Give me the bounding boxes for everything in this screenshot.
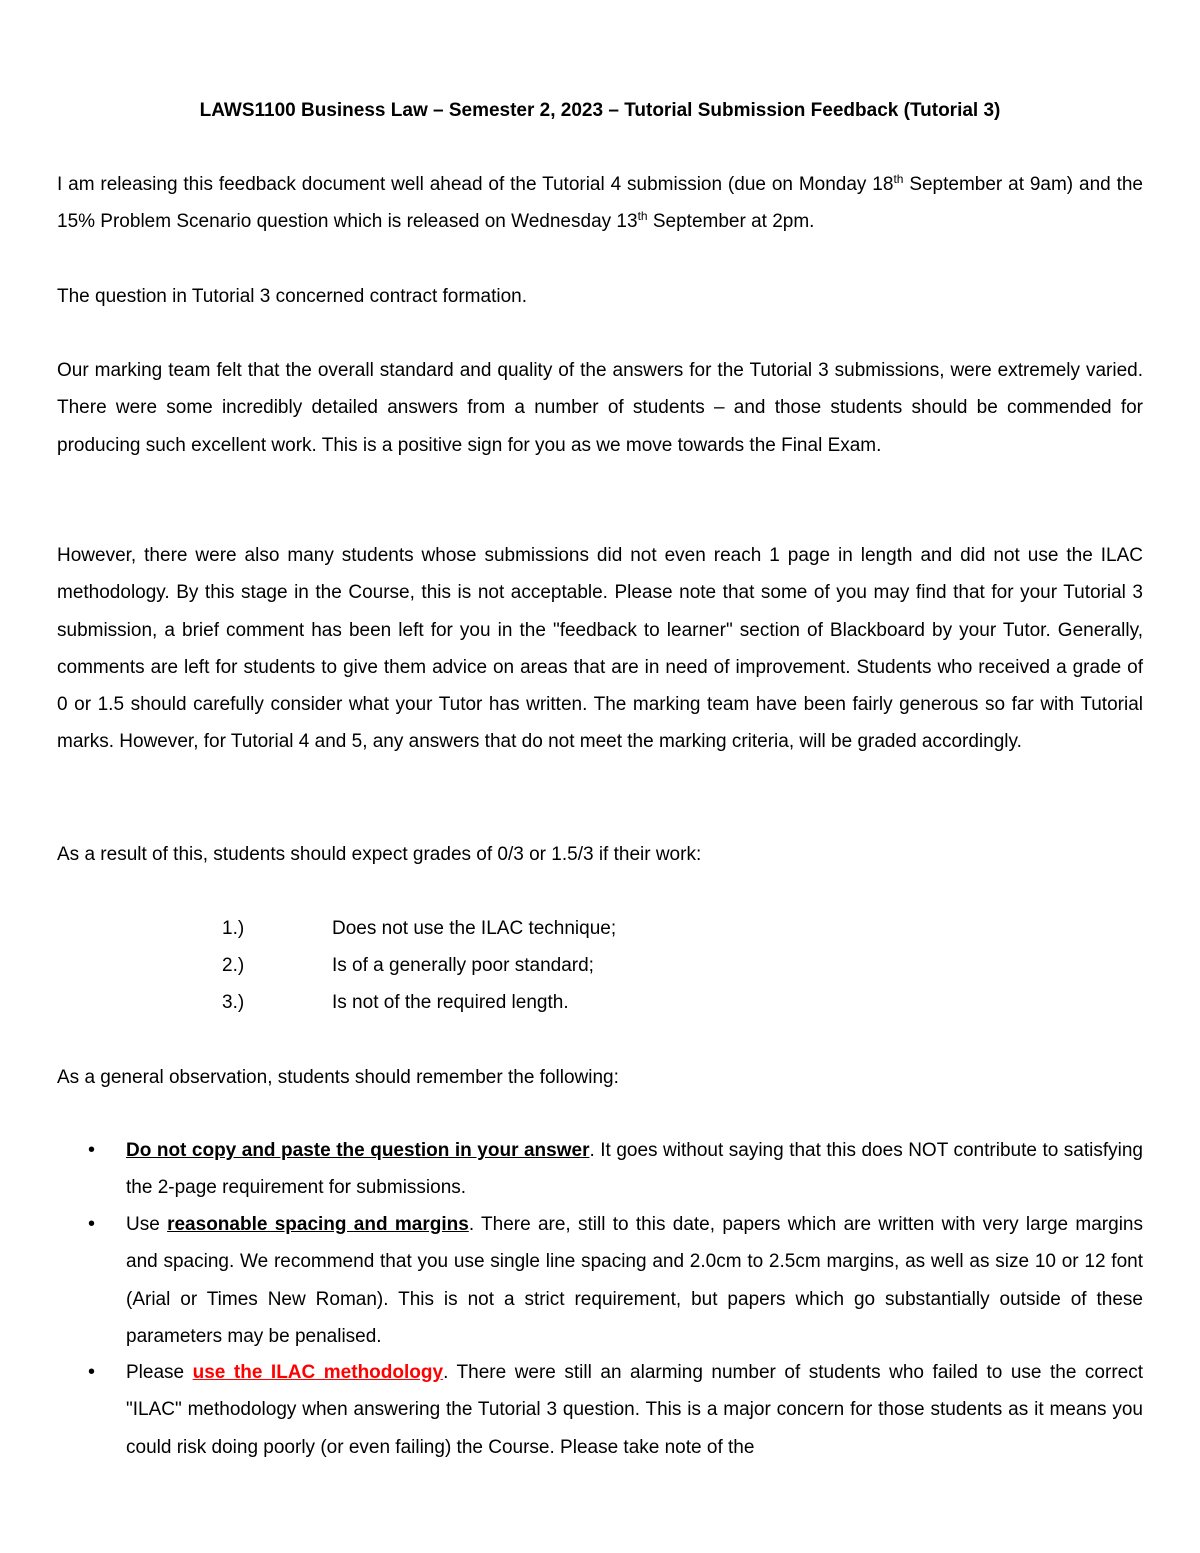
item-number: 1.) bbox=[222, 918, 245, 939]
general-observation-paragraph: As a general observation, students should remember the following: bbox=[57, 1067, 619, 1088]
item-number: 3.) bbox=[222, 992, 245, 1013]
bullet-item-spacing: Use reasonable spacing and margins. There are, still to this date, papers which are written with very large margins and spacing. We recommend that you use single line spacing and 2.0cm to 2.5cm margins, as well as size 10 or 12 font (Arial or Times New Roman). This is not a strict requirement, but papers which go substantially outside of these parameters may be penalised. bbox=[126, 1214, 1143, 1347]
numbered-item bbox=[0, 954, 1200, 978]
bullet-item-copy-paste: Do not copy and paste the question in your answer. It goes without saying that this does NOT contribute to satisfying the 2-page requirement for submissions. bbox=[126, 1140, 1143, 1199]
emphasis-text: reasonable spacing and margins bbox=[167, 1214, 469, 1235]
bullet-marker: • bbox=[88, 1213, 96, 1235]
marking-paragraph: Our marking team felt that the overall standard and quality of the answers for the Tutorial 3 submissions, were extremely varied. There were some incredibly detailed answers from a number of students – and those students should be commended for producing such excellent work. This is a positive sign for you as we move towards the Final Exam. bbox=[57, 360, 1143, 456]
emphasis-text-red: use the ILAC methodology bbox=[192, 1362, 444, 1383]
intro-paragraph: I am releasing this feedback document well ahead of the Tutorial 4 submission (due on Monday 18th September at 9am) and the 15% Problem Scenario question which is released on Wednesday 13th September at 2pm. bbox=[57, 172, 1143, 233]
emphasis-text: Do not copy and paste the question in your answer bbox=[126, 1140, 590, 1161]
item-text: Does not use the ILAC technique; bbox=[332, 918, 617, 939]
item-number: 2.) bbox=[222, 955, 245, 976]
bullet-item-ilac: Please use the ILAC methodology. There were still an alarming number of students who failed to use the correct "ILAC" methodology when answering the Tutorial 3 question. This is a major concern for those students as it means you could risk doing poorly (or even failing) the Course. Please take note of the bbox=[126, 1362, 1143, 1458]
numbered-item bbox=[0, 917, 1200, 941]
numbered-item bbox=[0, 991, 1200, 1015]
bullet-marker: • bbox=[88, 1361, 96, 1383]
document-title: LAWS1100 Business Law – Semester 2, 2023 – Tutorial Submission Feedback (Tutorial 3) bbox=[199, 100, 1001, 121]
question-paragraph: The question in Tutorial 3 concerned contract formation. bbox=[57, 286, 527, 307]
bullet-marker: • bbox=[88, 1139, 96, 1161]
result-paragraph: As a result of this, students should expect grades of 0/3 or 1.5/3 if their work: bbox=[57, 844, 702, 865]
item-text: Is of a generally poor standard; bbox=[332, 955, 594, 976]
item-text: Is not of the required length. bbox=[332, 992, 569, 1013]
however-paragraph: However, there were also many students whose submissions did not even reach 1 page in length and did not use the ILAC methodology. By this stage in the Course, this is not acceptable. Please note that some of you may find that for your Tutorial 3 submission, a brief comment has been left for you in the "feedback to learner" section of Blackboard by your Tutor. Generally, comments are left for students to give them advice on areas that are in need of improvement. Students who received a grade of 0 or 1.5 should carefully consider what your Tutor has written. The marking team have been fairly generous so far with Tutorial marks. However, for Tutorial 4 and 5, any answers that do not meet the marking criteria, will be graded accordingly. bbox=[57, 545, 1143, 753]
